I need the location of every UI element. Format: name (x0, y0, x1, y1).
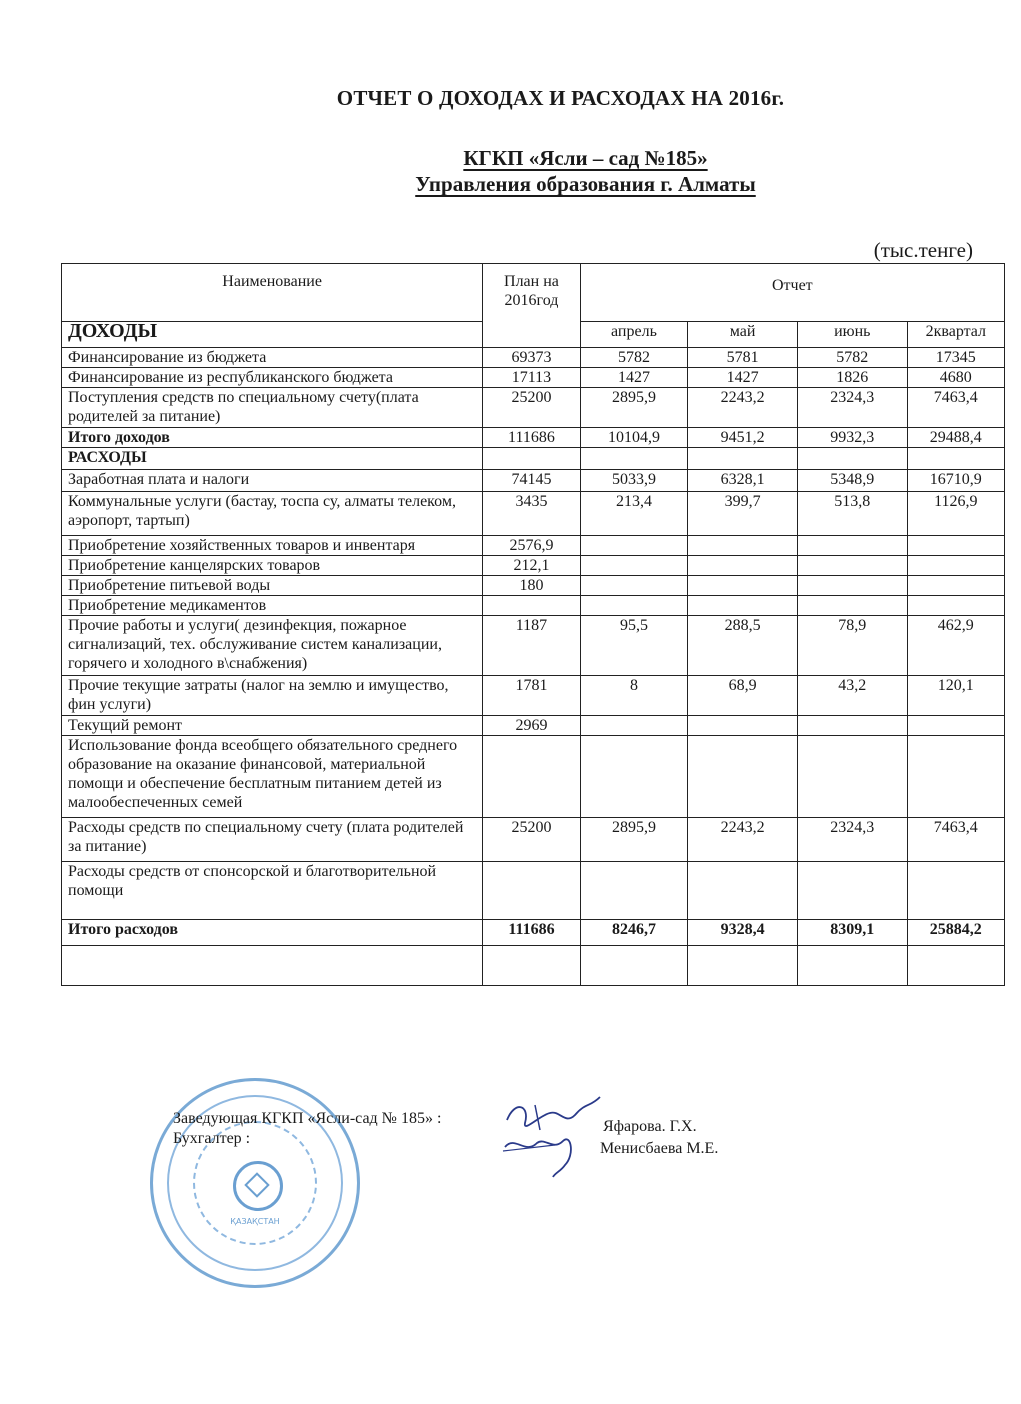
cell-q2 (907, 736, 1004, 818)
table-row (62, 388, 1005, 428)
accountant-name: Менисбаева М.Е. (600, 1140, 719, 1157)
cell-may: 5781 (688, 348, 798, 368)
cell-name: Поступления средств по специальному счету(плата родителей за питание) (62, 388, 483, 428)
cell-may: 2243,2 (688, 818, 798, 862)
cell-jun: 5348,9 (797, 470, 907, 492)
expense-rows (62, 470, 1005, 920)
stamp-label: ҚАЗАҚСТАН (230, 1217, 280, 1226)
table-row (62, 596, 1005, 616)
units-label: (тыс.тенге) (873, 238, 973, 262)
cell-may (688, 576, 798, 596)
income-total-row (62, 428, 1005, 448)
cell-apr (580, 576, 688, 596)
cell-may (688, 862, 798, 920)
cell-name: Прочие текущие затраты (налог на землю и имущество, фин услуги) (62, 676, 483, 716)
expense-section-title: РАСХОДЫ (62, 448, 483, 470)
header-row (62, 264, 1005, 322)
cell-jun: 9932,3 (797, 428, 907, 448)
cell-apr: 8 (580, 676, 688, 716)
expense-section-row (62, 448, 1005, 470)
cell-jun (797, 556, 907, 576)
cell-may: 6328,1 (688, 470, 798, 492)
col-plan-header: План на 2016год (483, 264, 580, 348)
table-row (62, 616, 1005, 676)
cell-jun (797, 716, 907, 736)
cell-plan: 25200 (483, 388, 580, 428)
cell-jun: 8309,1 (797, 920, 907, 946)
cell-q2 (907, 862, 1004, 920)
cell-apr (580, 736, 688, 818)
cell-apr (580, 862, 688, 920)
cell-name: Коммунальные услуги (бастау, тоспа су, алматы телеком, аэропорт, тартып) (62, 492, 483, 536)
cell-plan: 111686 (483, 920, 580, 946)
cell-may: 9328,4 (688, 920, 798, 946)
cell-apr: 213,4 (580, 492, 688, 536)
cell-apr: 1427 (580, 368, 688, 388)
cell-plan: 1781 (483, 676, 580, 716)
cell-may (688, 556, 798, 576)
cell-q2: 25884,2 (907, 920, 1004, 946)
cell-may (688, 716, 798, 736)
cell-plan: 3435 (483, 492, 580, 536)
cell-may: 68,9 (688, 676, 798, 716)
cell-apr: 10104,9 (580, 428, 688, 448)
head-label: Заведующая КГКП «Ясли-сад № 185» : (173, 1110, 442, 1127)
cell-name: Текущий ремонт (62, 716, 483, 736)
cell-plan: 1187 (483, 616, 580, 676)
cell-plan: 180 (483, 576, 580, 596)
cell-q2 (907, 536, 1004, 556)
cell-q2: 29488,4 (907, 428, 1004, 448)
cell-may: 2243,2 (688, 388, 798, 428)
income-section-title: ДОХОДЫ (62, 322, 483, 348)
col-name-header: Наименование (62, 264, 483, 322)
table-row (62, 676, 1005, 716)
head-name: Яфарова. Г.Х. (603, 1118, 697, 1135)
table-row (62, 368, 1005, 388)
cell-apr: 2895,9 (580, 818, 688, 862)
cell-plan (483, 862, 580, 920)
cell-q2 (907, 596, 1004, 616)
cell-jun: 1826 (797, 368, 907, 388)
cell-plan (483, 596, 580, 616)
cell-name: Расходы средств по специальному счету (плата родителей за питание) (62, 818, 483, 862)
table-row (62, 556, 1005, 576)
income-rows (62, 348, 1005, 428)
cell-q2: 7463,4 (907, 818, 1004, 862)
cell-q2 (907, 576, 1004, 596)
cell-jun (797, 576, 907, 596)
cell-plan: 74145 (483, 470, 580, 492)
cell-name: Итого доходов (62, 428, 483, 448)
month-header: июнь (797, 322, 907, 348)
cell-apr: 2895,9 (580, 388, 688, 428)
cell-q2 (907, 716, 1004, 736)
cell-name: Приобретение питьевой воды (62, 576, 483, 596)
table-row (62, 576, 1005, 596)
income-expense-table (61, 263, 1005, 986)
cell-name: Использование фонда всеобщего обязательного среднего образование на оказание финансовой, материальной помощи и обеспечение бесплатным питанием детей из малообеспеченных семей (62, 736, 483, 818)
cell-jun: 5782 (797, 348, 907, 368)
quarter-header: 2квартал (907, 322, 1004, 348)
empty-row (62, 946, 1005, 986)
signatures-handwritten (495, 1085, 610, 1180)
cell-jun: 513,8 (797, 492, 907, 536)
cell-apr: 8246,7 (580, 920, 688, 946)
table-row (62, 716, 1005, 736)
cell-apr (580, 716, 688, 736)
cell-q2: 462,9 (907, 616, 1004, 676)
cell-q2: 16710,9 (907, 470, 1004, 492)
cell-may (688, 596, 798, 616)
cell-name: Прочие работы и услуги( дезинфекция, пожарное сигнализаций, тех. обслуживание систем канализации, горячего и холодного в\снабжения) (62, 616, 483, 676)
accountant-label: Бухгалтер : (173, 1130, 251, 1147)
cell-apr (580, 596, 688, 616)
cell-q2 (907, 556, 1004, 576)
cell-jun (797, 596, 907, 616)
cell-q2: 17345 (907, 348, 1004, 368)
cell-name: Приобретение медикаментов (62, 596, 483, 616)
cell-apr: 5782 (580, 348, 688, 368)
month-header: апрель (580, 322, 688, 348)
table-row (62, 348, 1005, 368)
cell-name: Финансирование из республиканского бюджета (62, 368, 483, 388)
cell-name: Заработная плата и налоги (62, 470, 483, 492)
cell-q2: 7463,4 (907, 388, 1004, 428)
cell-plan: 212,1 (483, 556, 580, 576)
table-row (62, 536, 1005, 556)
cell-may: 288,5 (688, 616, 798, 676)
department-name: Управления образования г. Алматы (415, 172, 756, 196)
cell-apr (580, 556, 688, 576)
table-row (62, 862, 1005, 920)
cell-apr: 5033,9 (580, 470, 688, 492)
cell-plan (483, 736, 580, 818)
cell-plan: 17113 (483, 368, 580, 388)
cell-plan: 111686 (483, 428, 580, 448)
cell-may: 1427 (688, 368, 798, 388)
cell-plan: 2969 (483, 716, 580, 736)
cell-may (688, 536, 798, 556)
table-row (62, 492, 1005, 536)
cell-jun (797, 736, 907, 818)
cell-jun: 2324,3 (797, 388, 907, 428)
cell-q2: 4680 (907, 368, 1004, 388)
cell-q2: 120,1 (907, 676, 1004, 716)
cell-may: 399,7 (688, 492, 798, 536)
organization-name: КГКП «Ясли – сад №185» (463, 146, 708, 170)
cell-jun (797, 862, 907, 920)
cell-plan: 69373 (483, 348, 580, 368)
cell-plan: 25200 (483, 818, 580, 862)
expense-total-row (62, 920, 1005, 946)
cell-name: Финансирование из бюджета (62, 348, 483, 368)
cell-may (688, 736, 798, 818)
table-row (62, 818, 1005, 862)
cell-name: Приобретение канцелярских товаров (62, 556, 483, 576)
cell-jun (797, 536, 907, 556)
cell-jun: 43,2 (797, 676, 907, 716)
cell-may: 9451,2 (688, 428, 798, 448)
table-row (62, 470, 1005, 492)
cell-apr: 95,5 (580, 616, 688, 676)
report-title: ОТЧЕТ О ДОХОДАХ И РАСХОДАХ НА 2016г. (336, 86, 785, 110)
cell-name: Итого расходов (62, 920, 483, 946)
cell-apr (580, 536, 688, 556)
cell-plan: 2576,9 (483, 536, 580, 556)
cell-q2: 1126,9 (907, 492, 1004, 536)
month-header: май (688, 322, 798, 348)
cell-jun: 78,9 (797, 616, 907, 676)
cell-name: Приобретение хозяйственных товаров и инвентаря (62, 536, 483, 556)
col-report-header: Отчет (580, 264, 1004, 322)
cell-jun: 2324,3 (797, 818, 907, 862)
cell-name: Расходы средств от спонсорской и благотворительной помощи (62, 862, 483, 920)
table-row (62, 736, 1005, 818)
